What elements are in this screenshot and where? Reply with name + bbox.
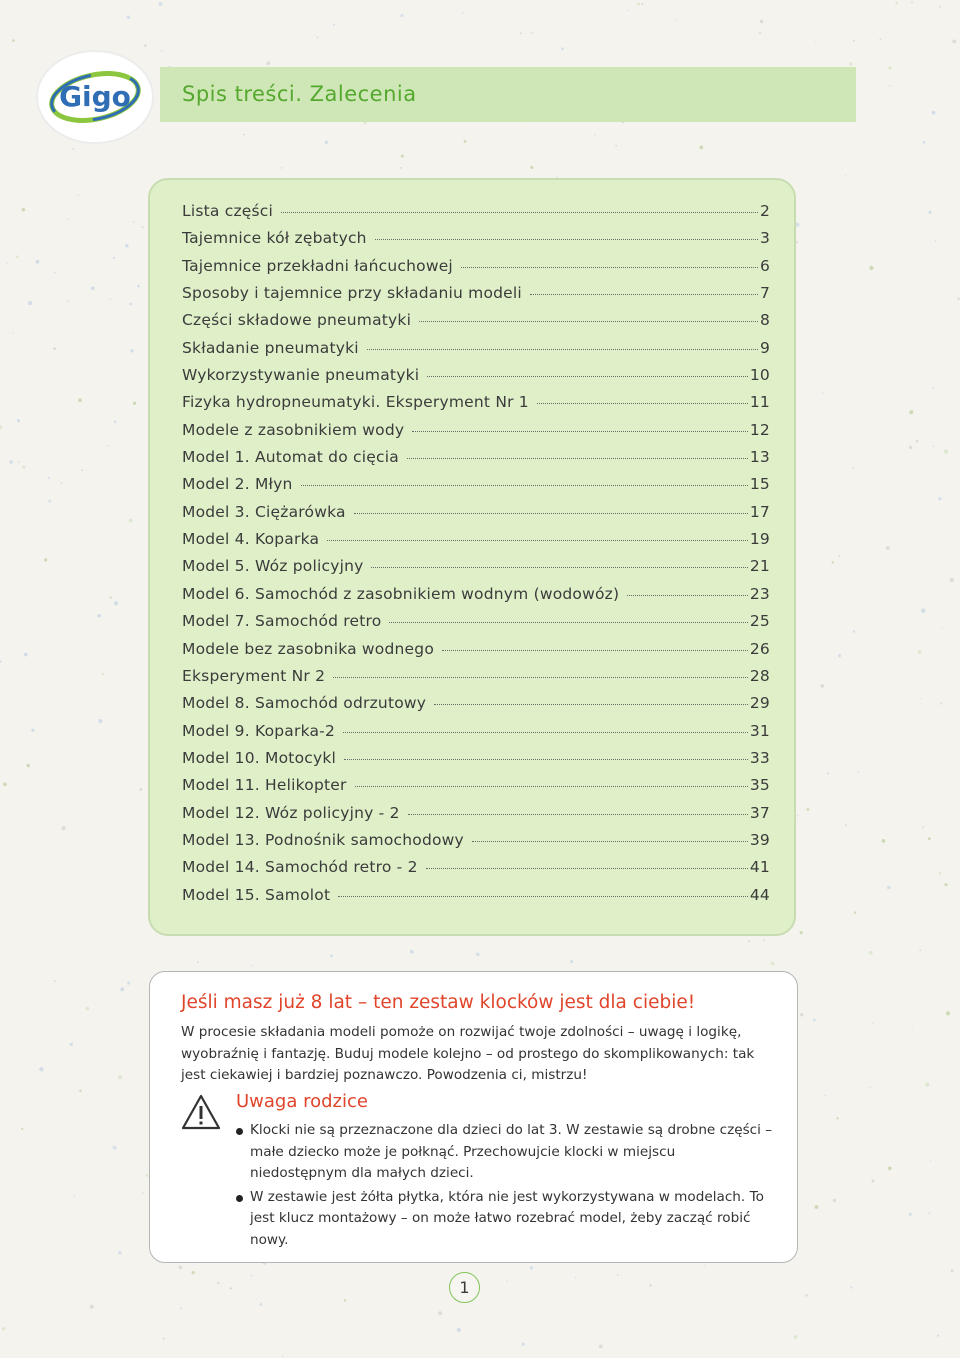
toc-dot-leader	[530, 294, 758, 295]
toc-dot-leader	[355, 786, 748, 787]
toc-entry-label: Składanie pneumatyki	[182, 338, 359, 357]
toc-dot-leader	[375, 239, 758, 240]
toc-dot-leader	[408, 814, 748, 815]
toc-entry-page: 17	[749, 502, 770, 521]
toc-dot-leader	[338, 896, 748, 897]
toc-entry-label: Części składowe pneumatyki	[182, 311, 412, 330]
toc-dot-leader	[407, 458, 748, 459]
toc-entry-label: Model 11. Helikopter	[182, 776, 347, 795]
toc-entry[interactable]	[182, 886, 770, 913]
toc-dot-leader	[472, 841, 748, 842]
toc-dot-leader	[461, 267, 758, 268]
bullet-text: W zestawie jest żółta płytka, która nie jest wykorzystywana w modelach. To jest klucz montażowy – on może łatwo rozebrać model, żeby zacząć robić nowy.	[250, 1188, 764, 1248]
toc-entry[interactable]	[182, 667, 770, 694]
toc-entry-page: 21	[749, 557, 770, 576]
toc-entry[interactable]	[182, 257, 770, 284]
toc-dot-leader	[281, 212, 758, 213]
toc-dot-leader	[434, 704, 748, 705]
toc-entry[interactable]	[182, 229, 770, 256]
toc-entry-label: Model 8. Samochód odrzutowy	[182, 694, 427, 713]
toc-entry-page: 12	[749, 420, 770, 439]
toc-entry-page: 35	[749, 776, 770, 795]
toc-entry-label: Model 1. Automat do cięcia	[182, 448, 399, 467]
toc-entry-page: 29	[749, 694, 770, 713]
svg-text:Gigo: Gigo	[59, 80, 131, 113]
toc-dot-leader	[537, 403, 748, 404]
toc-entry-page: 31	[749, 721, 770, 740]
toc-entry-label: Model 13. Podnośnik samochodowy	[182, 830, 464, 849]
toc-entry-label: Model 2. Młyn	[182, 475, 293, 494]
toc-dot-leader	[344, 759, 748, 760]
toc-dot-leader	[301, 485, 748, 486]
brand-logo	[34, 48, 156, 146]
toc-dot-leader	[427, 376, 748, 377]
page-title: Spis treści. Zalecenia	[182, 82, 417, 106]
toc-entry-label: Model 14. Samochód retro - 2	[182, 858, 418, 877]
toc-entry[interactable]	[182, 858, 770, 885]
toc-entry-label: Modele bez zasobnika wodnego	[182, 639, 435, 658]
toc-dot-leader	[343, 732, 748, 733]
toc-entry-label: Model 6. Samochód z zasobnikiem wodnym (wodowóz)	[182, 584, 620, 603]
toc-entry-label: Tajemnice kół zębatych	[182, 229, 367, 248]
toc-entry[interactable]	[182, 722, 770, 749]
toc-entry[interactable]	[182, 366, 770, 393]
toc-entry-label: Model 12. Wóz policyjny - 2	[182, 803, 400, 822]
toc-entry-page: 33	[749, 748, 770, 767]
toc-entry-page: 25	[749, 612, 770, 631]
toc-entry[interactable]	[182, 776, 770, 803]
toc-dot-leader	[371, 567, 747, 568]
toc-entry-label: Model 10. Motocykl	[182, 748, 337, 767]
toc-dot-leader	[412, 431, 748, 432]
toc-entry[interactable]	[182, 530, 770, 557]
toc-entry-page: 6	[759, 256, 770, 275]
toc-entry-label: Lista części	[182, 202, 274, 220]
warning-bullet-list	[236, 1120, 776, 1251]
toc-entry-page: 10	[749, 366, 770, 385]
toc-dot-leader	[367, 349, 758, 350]
toc-entry-label: Wykorzystywanie pneumatyki	[182, 366, 420, 385]
table-of-contents-panel	[148, 178, 796, 936]
toc-entry-page: 3	[759, 229, 770, 248]
toc-dot-leader	[442, 650, 748, 651]
toc-entry-label: Model 9. Koparka-2	[182, 721, 336, 740]
toc-entry-page: 26	[749, 639, 770, 658]
toc-entry[interactable]	[182, 311, 770, 338]
toc-entry[interactable]	[182, 503, 770, 530]
toc-entry-page: 9	[759, 338, 770, 357]
toc-dot-leader	[327, 540, 748, 541]
toc-entry-label: Model 15. Samolot	[182, 885, 331, 904]
toc-entry-page: 44	[749, 885, 770, 904]
toc-entry[interactable]	[182, 612, 770, 639]
toc-entry-page: 11	[749, 393, 770, 412]
info-text: W procesie składania modeli pomoże on rozwijać twoje zdolności – uwagę i logikę, wyobraźnię i fantazję. Buduj modele kolejno – od prostego do skomplikowanych: tak jest ciekawiej i bardziej poznawczo. Powodzenia ci, mistrzu!	[181, 1024, 755, 1083]
toc-entry[interactable]	[182, 421, 770, 448]
toc-dot-leader	[426, 868, 748, 869]
info-heading: Jeśli masz już 8 lat – ten zestaw klocków jest dla ciebie!	[181, 992, 696, 1013]
toc-dot-leader	[627, 595, 748, 596]
toc-entry-page: 39	[749, 830, 770, 849]
toc-entry[interactable]	[182, 448, 770, 475]
toc-entry-label: Model 4. Koparka	[182, 530, 320, 549]
toc-entry-label: Fizyka hydropneumatyki. Eksperyment Nr 1	[182, 393, 529, 412]
toc-entry-label: Eksperyment Nr 2	[182, 666, 326, 685]
toc-entry-page: 8	[759, 311, 770, 330]
toc-entry-page: 23	[749, 584, 770, 603]
bullet-icon	[236, 1195, 243, 1202]
toc-dot-leader	[419, 321, 758, 322]
page-number: 1	[449, 1272, 480, 1303]
toc-entry[interactable]	[182, 284, 770, 311]
toc-entry[interactable]	[182, 393, 770, 420]
toc-entry-label: Tajemnice przekładni łańcuchowej	[182, 256, 453, 275]
toc-entry-page: 37	[749, 803, 770, 822]
toc-dot-leader	[354, 513, 748, 514]
toc-entry-label: Model 5. Wóz policyjny	[182, 557, 364, 576]
toc-entry-page: 13	[749, 448, 770, 467]
warning-heading: Uwaga rodzice	[236, 1091, 368, 1112]
toc-entry-label: Model 7. Samochód retro	[182, 612, 382, 631]
toc-list	[182, 202, 770, 913]
header-band	[160, 67, 856, 122]
toc-entry-label: Sposoby i tajemnice przy składaniu modeli	[182, 284, 522, 303]
toc-entry[interactable]	[182, 557, 770, 584]
list-item	[236, 1120, 776, 1185]
bullet-icon	[236, 1128, 243, 1135]
toc-entry-page: 15	[749, 475, 770, 494]
toc-entry-page: 2	[759, 202, 770, 220]
toc-entry[interactable]	[182, 749, 770, 776]
toc-entry[interactable]	[182, 585, 770, 612]
toc-entry[interactable]	[182, 640, 770, 667]
toc-entry-page: 41	[749, 858, 770, 877]
toc-entry[interactable]	[182, 202, 770, 229]
toc-entry-page: 7	[759, 284, 770, 303]
toc-entry-label: Model 3. Ciężarówka	[182, 502, 346, 521]
toc-entry-page: 19	[749, 530, 770, 549]
info-box	[149, 971, 798, 1263]
toc-dot-leader	[333, 677, 748, 678]
list-item	[236, 1187, 776, 1252]
toc-entry[interactable]	[182, 475, 770, 502]
bullet-text: Klocki nie są przeznaczone dla dzieci do lat 3. W zestawie są drobne części – małe dziecko może je połknąć. Przechowujcie klocki w miejscu niedostępnym dla małych dzieci.	[250, 1122, 773, 1181]
toc-entry-label: Modele z zasobnikiem wody	[182, 420, 405, 439]
toc-dot-leader	[389, 622, 747, 623]
warning-triangle-icon	[180, 1093, 222, 1131]
toc-entry[interactable]	[182, 694, 770, 721]
toc-entry[interactable]	[182, 339, 770, 366]
toc-entry-page: 28	[749, 666, 770, 685]
toc-entry[interactable]	[182, 831, 770, 858]
toc-entry[interactable]	[182, 804, 770, 831]
